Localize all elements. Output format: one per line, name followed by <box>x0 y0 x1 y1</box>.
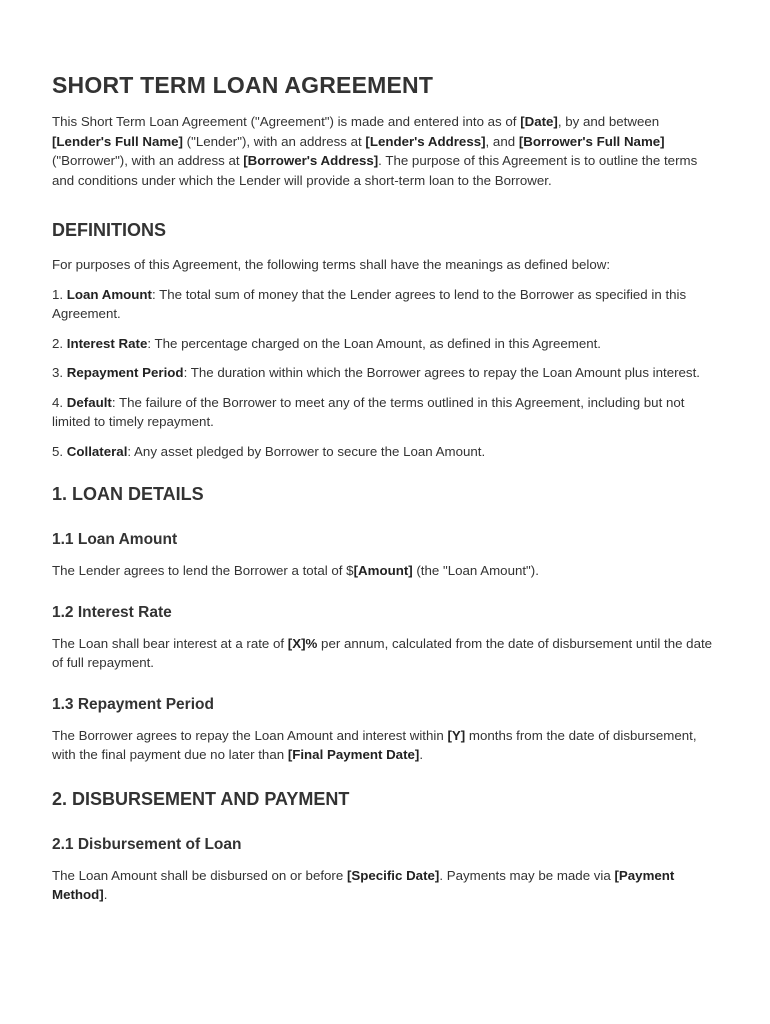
clause-text: The Loan Amount shall be disbursed on or before <box>52 867 347 883</box>
interest-rate-paragraph <box>52 634 722 673</box>
borrower-name-placeholder: [Borrower's Full Name] <box>518 133 665 149</box>
definition-text: : The failure of the Borrower to meet any of the terms outlined in this Agreement, including but not limited to timely repayment. <box>52 394 685 429</box>
definition-term: Default <box>66 394 112 410</box>
definition-text: : Any asset pledged by Borrower to secure the Loan Amount. <box>127 443 486 459</box>
definition-item <box>52 442 722 462</box>
definition-item <box>52 334 722 354</box>
definition-number: 4. <box>52 394 67 410</box>
clause-text: The Loan shall bear interest at a rate of <box>52 635 288 651</box>
disbursement-paragraph <box>52 866 722 905</box>
clause-text: The Lender agrees to lend the Borrower a total of $ <box>52 563 354 578</box>
intro-text: , and <box>485 133 519 149</box>
intro-text: ("Borrower"), with an address at <box>52 153 244 168</box>
loan-details-heading: 1. LOAN DETAILS <box>52 484 204 504</box>
definition-term: Repayment Period <box>66 365 184 380</box>
definitions-lead: For purposes of this Agreement, the following terms shall have the meanings as defined below: <box>52 257 611 272</box>
definition-text: : The percentage charged on the Loan Amount, as defined in this Agreement. <box>147 335 601 351</box>
definition-term: Collateral <box>66 443 128 459</box>
disbursement-heading: 2. DISBURSEMENT AND PAYMENT <box>52 788 350 809</box>
document-body <box>52 70 722 905</box>
specific-date-placeholder: [Specific Date] <box>346 867 440 883</box>
intro-text: This Short Term Loan Agreement ("Agreement") is made and entered into as of <box>52 114 521 129</box>
clause-text: months from the date of disbursement, with the final payment due no later than <box>52 727 697 762</box>
definition-item <box>52 285 722 324</box>
clause-text: The Borrower agrees to repay the Loan Amount and interest within <box>52 727 448 743</box>
clause-text: per annum, calculated from the date of disbursement until the date of full repayment. <box>52 635 713 670</box>
borrower-address-placeholder: [Borrower's Address] <box>243 153 379 168</box>
disbursement-of-loan-heading: 2.1 Disbursement of Loan <box>52 835 242 853</box>
document-title: SHORT TERM LOAN AGREEMENT <box>52 72 434 98</box>
clause-text: . <box>103 887 108 902</box>
interest-rate-heading: 1.2 Interest Rate <box>52 603 172 621</box>
clause-text: . <box>419 747 424 762</box>
definition-item <box>52 363 722 383</box>
definition-number: 2. <box>52 335 67 351</box>
intro-text: ("Lender"), with an address at <box>182 133 366 149</box>
payment-method-placeholder: [Payment Method] <box>52 867 675 902</box>
lender-address-placeholder: [Lender's Address] <box>365 133 486 149</box>
definition-number: 3. <box>52 365 67 380</box>
definition-number: 1. <box>52 286 67 302</box>
intro-paragraph <box>52 112 722 190</box>
date-placeholder: [Date] <box>520 114 558 129</box>
intro-text: , by and between <box>557 114 660 129</box>
loan-amount-paragraph <box>52 561 722 581</box>
definition-number: 5. <box>52 443 67 459</box>
definition-text: : The total sum of money that the Lender agrees to lend to the Borrower as specified in this Agreement. <box>52 286 687 321</box>
clause-text: . Payments may be made via <box>439 867 615 883</box>
definition-item <box>52 393 722 432</box>
lender-name-placeholder: [Lender's Full Name] <box>52 133 183 149</box>
repayment-period-paragraph <box>52 726 722 765</box>
definition-term: Interest Rate <box>66 335 148 351</box>
amount-placeholder: [Amount] <box>353 563 413 578</box>
loan-amount-heading: 1.1 Loan Amount <box>52 531 178 548</box>
rate-placeholder: [X]% <box>287 635 318 651</box>
definition-term: Loan Amount <box>66 286 152 302</box>
months-placeholder: [Y] <box>447 727 466 743</box>
definition-text: : The duration within which the Borrower agrees to repay the Loan Amount plus interest. <box>183 365 700 380</box>
definitions-heading: DEFINITIONS <box>52 220 167 240</box>
repayment-period-heading: 1.3 Repayment Period <box>52 695 214 713</box>
intro-text: . The purpose of this Agreement is to outline the terms and conditions under which the Lender will provide a short-term loan to the Borrower. <box>52 153 698 188</box>
clause-text: (the "Loan Amount"). <box>412 563 539 578</box>
final-payment-date-placeholder: [Final Payment Date] <box>287 747 420 762</box>
